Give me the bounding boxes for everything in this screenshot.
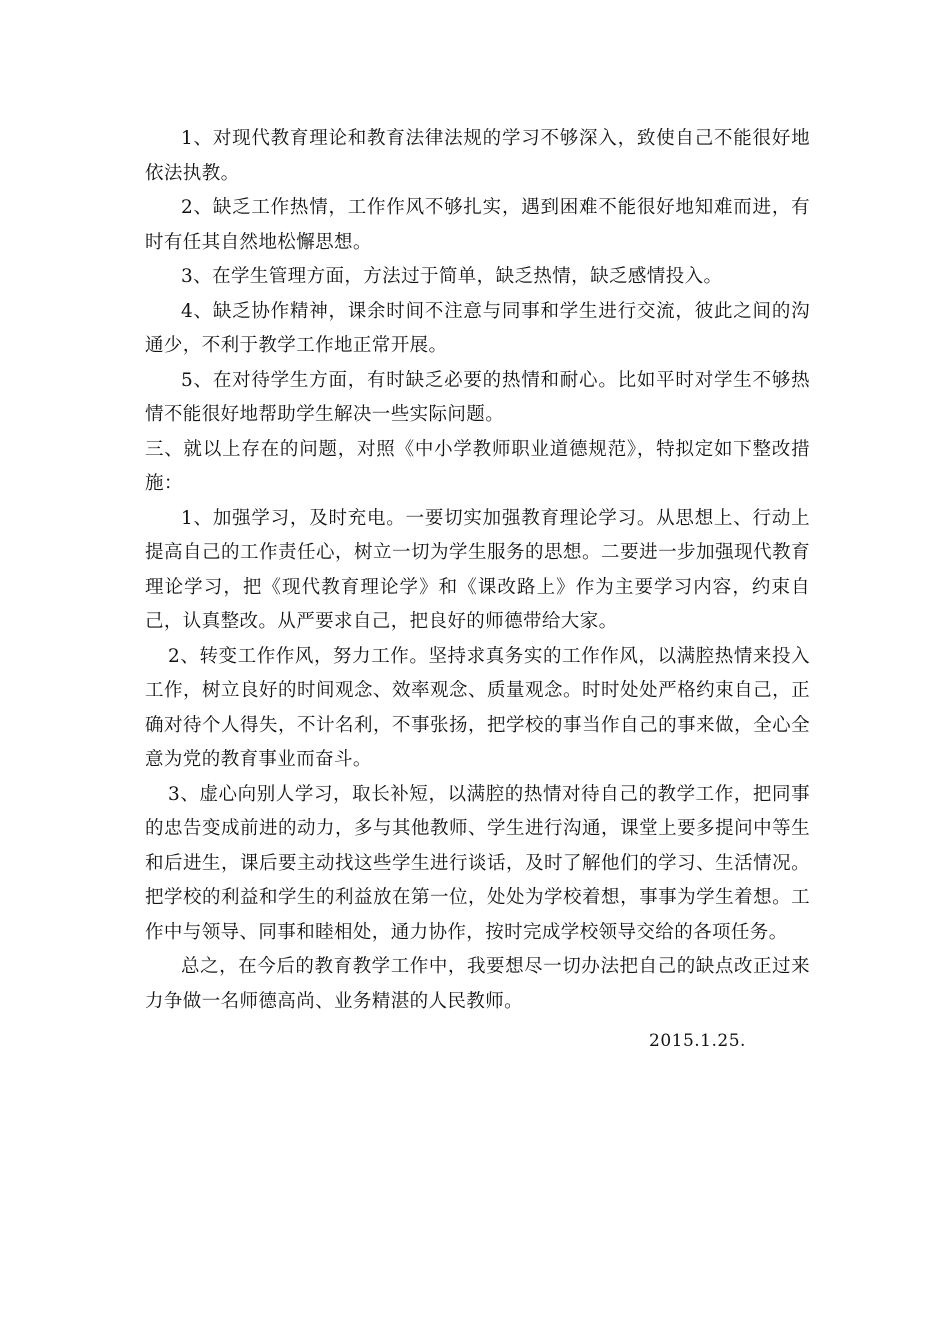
measure-item-1: 1、加强学习，及时充电。一要切实加强教育理论学习。从思想上、行动上提高自己的工作责任心，树立一切为学生服务的思想。二要进一步加强现代教育理论学习，把《现代教育理论学》和《课改路上》作为主要学习内容，约束自己，认真整改。从严要求自己，把良好的师德带给大家。	[145, 507, 810, 632]
paragraph-item-2: 2、缺乏工作热情，工作作风不够扎实，遇到困难不能很好地知难而进，有时有任其自然地松懈思想。	[145, 197, 810, 253]
paragraph-item-3: 3、在学生管理方面，方法过于简单，缺乏热情，缺乏感情投入。	[181, 266, 723, 287]
document-date: 2015.1.25.	[649, 1031, 746, 1051]
paragraph-item-1: 1、对现代教育理论和教育法律法规的学习不够深入，致使自己不能很好地依法执教。	[145, 128, 810, 184]
measure-item-3: 3、虚心向别人学习，取长补短，以满腔的热情对待自己的教学工作，把同事的忠告变成前进的动力，多与其他教师、学生进行沟通，课堂上要多提问中等生和后进生，课后要主动找这些学生进行谈话，及时了解他们的学习、生活情况。把学校的利益和学生的利益放在第一位，处处为学校着想，事事为学生着想。工作中与领导、同事和睦相处，通力协作，按时完成学校领导交给的各项任务。	[145, 783, 810, 943]
document-body	[145, 122, 810, 1019]
paragraph-item-4: 4、缺乏协作精神，课余时间不注意与同事和学生进行交流，彼此之间的沟通少，不利于教学工作地正常开展。	[145, 300, 810, 356]
conclusion-paragraph: 总之，在今后的教育教学工作中，我要想尽一切办法把自己的缺点改正过来力争做一名师德高尚、业务精湛的人民教师。	[145, 956, 810, 1012]
paragraph-item-5: 5、在对待学生方面，有时缺乏必要的热情和耐心。比如平时对学生不够热情不能很好地帮助学生解决一些实际问题。	[145, 369, 810, 425]
measure-item-2: 2、转变工作作风，努力工作。坚持求真务实的工作作风，以满腔热情来投入工作，树立良好的时间观念、效率观念、质量观念。时时处处严格约束自己，正确对待个人得失，不计名利，不事张扬，把学校的事当作自己的事来做，全心全意为党的教育事业而奋斗。	[145, 645, 810, 770]
section-heading-3: 三、就以上存在的问题，对照《中小学教师职业道德规范》，特拟定如下整改措施：	[145, 438, 810, 494]
